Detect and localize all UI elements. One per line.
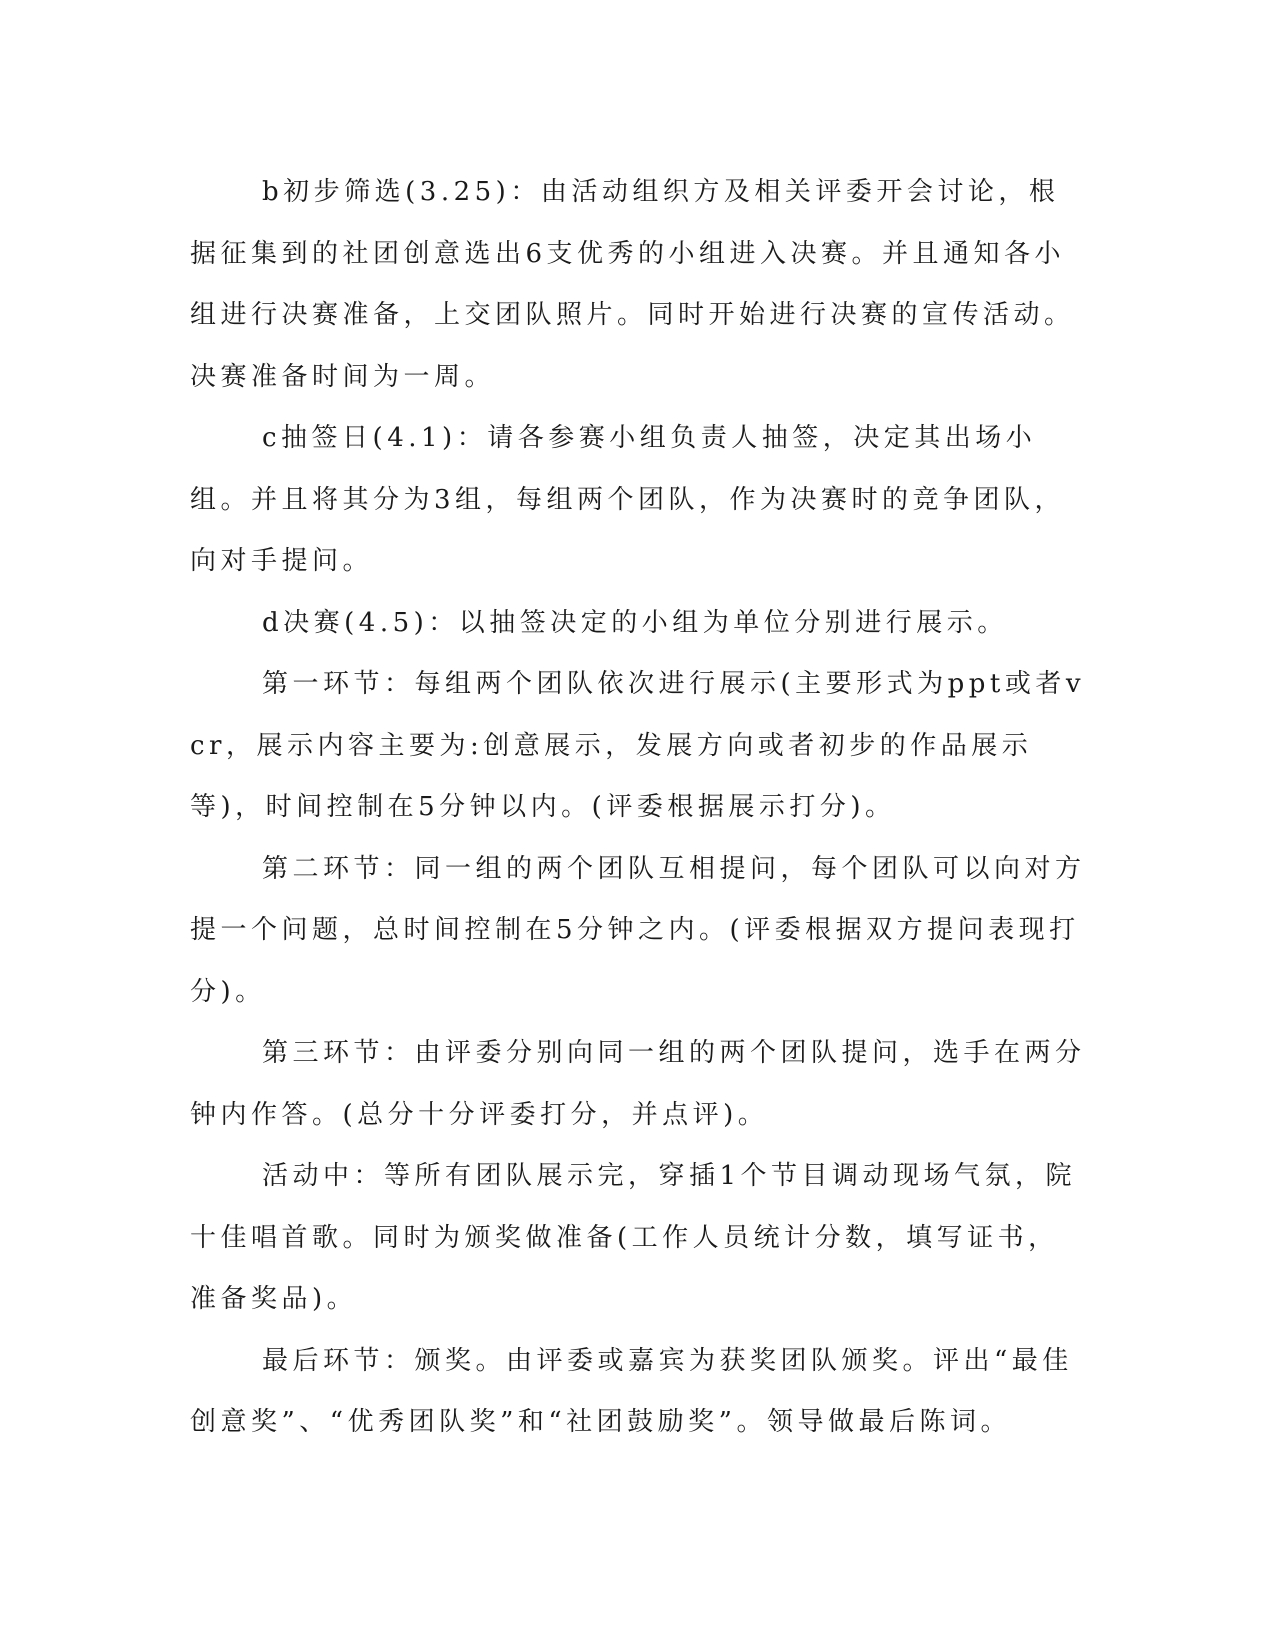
paragraph-round-two: 第二环节：同一组的两个团队互相提问，每个团队可以向对方提一个问题，总时间控制在5分钟之内。(评委根据双方提问表现打分)。 bbox=[190, 853, 1086, 1007]
paragraph-draw-day: c抽签日(4.1)：请各参赛小组负责人抽签，决定其出场小组。并且将其分为3组，每组两个团队，作为决赛时的竞争团队，向对手提问。 bbox=[190, 423, 1066, 576]
paragraph-final: d决赛(4.5)：以抽签决定的小组为单位分别进行展示。 bbox=[262, 607, 1008, 638]
paragraph-awards: 最后环节：颁奖。由评委或嘉宾为获奖团队颁奖。评出“最佳创意奖”、“优秀团队奖”和“社团鼓励奖”。领导做最后陈词。 bbox=[190, 1345, 1073, 1437]
paragraph-intermission: 活动中：等所有团队展示完，穿插1个节目调动现场气氛，院十佳唱首歌。同时为颁奖做准备(工作人员统计分数，填写证书，准备奖品)。 bbox=[190, 1161, 1077, 1314]
paragraph-round-three: 第三环节：由评委分别向同一组的两个团队提问，选手在两分钟内作答。(总分十分评委打分，并点评)。 bbox=[190, 1038, 1086, 1130]
paragraph-round-one: 第一环节：每组两个团队依次进行展示(主要形式为ppt或者vcr，展示内容主要为:创意展示，发展方向或者初步的作品展示等)，时间控制在5分钟以内。(评委根据展示打分)。 bbox=[190, 669, 1086, 822]
paragraph-preliminary-screening: b初步筛选(3.25)：由活动组织方及相关评委开会讨论，根据征集到的社团创意选出6支优秀的小组进入决赛。并且通知各小组进行决赛准备，上交团队照片。同时开始进行决赛的宣传活动。决赛准备时间为一周。 bbox=[190, 177, 1075, 392]
document-body bbox=[190, 162, 1088, 1454]
